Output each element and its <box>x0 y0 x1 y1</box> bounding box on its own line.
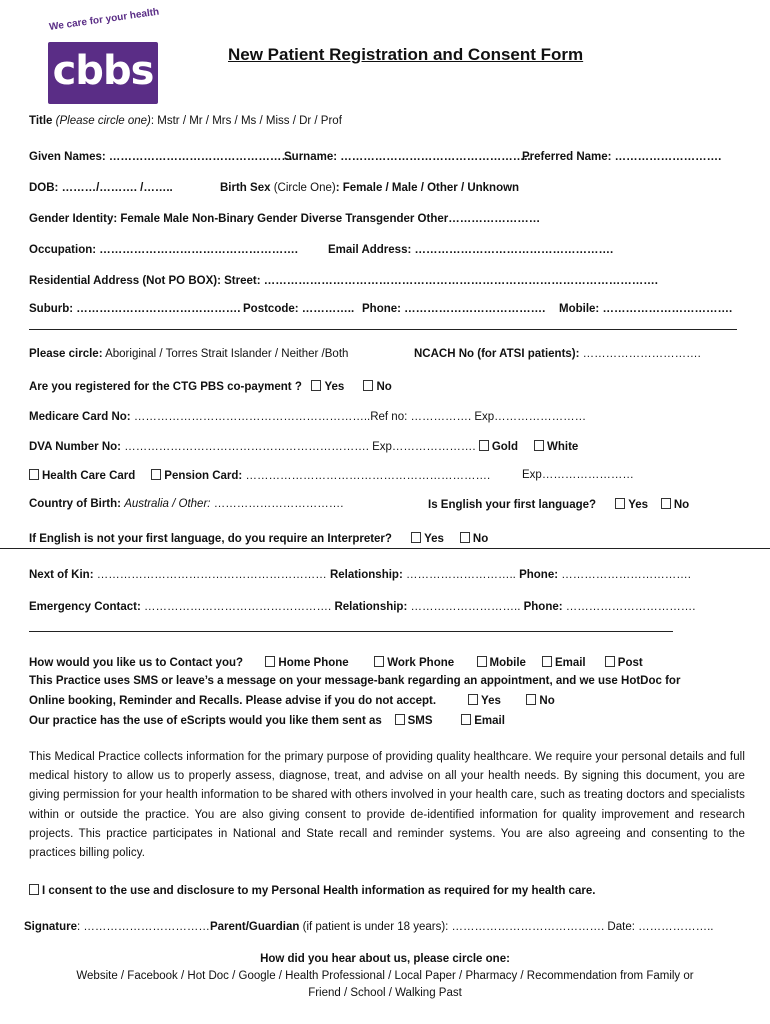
indigenous-row[interactable] <box>29 348 348 360</box>
indigenous-options[interactable]: Aboriginal / Torres Strait Islander / Neither /Both <box>105 348 349 360</box>
interpreter-question: If English is not your first language, do you require an Interpreter? <box>29 533 392 545</box>
cards-exp-field[interactable]: Exp…………………… <box>522 469 634 481</box>
consent-checkbox[interactable] <box>29 884 39 895</box>
emergency-contact-fill[interactable]: …………………………………………. <box>144 601 332 613</box>
surname-field[interactable]: Surname: ………………………………………….. <box>284 151 531 163</box>
medicare-row[interactable] <box>29 411 586 423</box>
contact-email-label: Email <box>554 657 586 669</box>
contact-question: How would you like us to Contact you? <box>29 657 244 669</box>
ctg-yes-label: Yes <box>324 381 345 393</box>
birth-sex-row[interactable] <box>220 182 519 194</box>
escripts-email-checkbox[interactable] <box>461 714 471 725</box>
ctg-row: Are you registered for the CTG PBS co-payment ? Yes No <box>29 381 392 393</box>
ncach-field[interactable] <box>414 348 701 360</box>
indigenous-label: Please circle: <box>29 348 103 360</box>
title-options[interactable]: : Mstr / Mr / Mrs / Ms / Miss / Dr / Prof <box>150 115 342 127</box>
ctg-question: Are you registered for the CTG PBS co-payment <box>29 381 292 393</box>
interpreter-no-label: No <box>472 533 489 545</box>
logo-text: cbbs <box>52 48 154 94</box>
hear-about-question: How did you hear about us, please circle one: <box>260 953 510 965</box>
medicare-fill[interactable]: ……………………………………………………..Ref no: ……………. Exp…………………… <box>133 411 587 423</box>
consent-text: I consent to the use and disclosure to my Personal Health information as required for my health care. <box>42 885 596 897</box>
dva-fill[interactable]: ………………………………………………………. Exp…………………. <box>124 441 476 453</box>
address-field[interactable]: Residential Address (Not PO BOX): Street: …………………………………………………………………………………………. <box>29 275 658 287</box>
dva-white-checkbox[interactable] <box>534 440 544 451</box>
next-of-kin-label: Next of Kin: <box>29 569 94 581</box>
preferred-name-field[interactable]: Preferred Name: ………………………. <box>522 151 722 163</box>
english-first-question: Is English your first language? <box>428 499 597 511</box>
emergency-relationship-fill[interactable]: ……………………….. <box>410 601 521 613</box>
suburb-field[interactable]: Suburb: ……………………………………. <box>29 303 241 315</box>
emergency-contact-row[interactable] <box>29 601 695 613</box>
contact-home-phone-label: Home Phone <box>278 657 349 669</box>
email-field[interactable]: Email Address: ……………………………………………. <box>328 244 614 256</box>
ctg-no-checkbox[interactable] <box>363 380 373 391</box>
privacy-paragraph: This Medical Practice collects information for the primary purpose of providing quality healthcare. We require your personal details and full medical history to allow us to properly assess, diagnose, treat, and advise on all your health needs. By signing this document, you are giving permission for your health information to be shared with others involved in your health care, such as treating doctors and specialists within or outside the practice. You are also giving consent to provide de-identified information for quality improvement and research projects. This practice participates in National and State recall and reminder systems. You are also agreeing and consenting to the practices billing policy. <box>29 751 745 860</box>
hear-about-options-line1[interactable]: Website / Facebook / Hot Doc / Google / Health Professional / Local Paper / Pharmacy / Recommendation from Family or <box>76 970 694 982</box>
dva-label: DVA Number No: <box>29 441 121 453</box>
country-of-birth-label: Country of Birth: <box>29 498 121 510</box>
ctg-yes-checkbox[interactable] <box>311 380 321 391</box>
phone-field[interactable]: Phone: ………………………………. <box>362 303 546 315</box>
sms-yes-checkbox[interactable] <box>468 694 478 705</box>
contact-home-phone-checkbox[interactable] <box>265 656 275 667</box>
mobile-field[interactable]: Mobile: ……………………………. <box>559 303 733 315</box>
signature-fill[interactable]: : …………………………… <box>77 921 210 933</box>
title-row <box>29 115 342 127</box>
english-yes-checkbox[interactable] <box>615 498 625 509</box>
nok-relationship-fill[interactable]: ……………………….. <box>405 569 516 581</box>
occupation-field[interactable]: Occupation: ……………………………………………. <box>29 244 298 256</box>
dva-row[interactable] <box>29 440 578 453</box>
dob-field[interactable]: DOB: ………/………. /…….. <box>29 182 173 194</box>
health-care-card-checkbox[interactable] <box>29 469 39 480</box>
logo-tagline: We care for your health <box>48 6 160 34</box>
contact-mobile-label: Mobile <box>489 657 526 669</box>
emergency-phone-fill[interactable]: ……………………………. <box>565 601 696 613</box>
hear-about-options-line2[interactable]: Friend / School / Walking Past <box>308 987 462 999</box>
english-no-label: No <box>673 499 690 511</box>
sms-notice-line1: This Practice uses SMS or leave’s a message on your message-bank regarding an appointment, and we use HotDoc for <box>29 675 681 687</box>
pension-card-fill[interactable]: ………………………………………………………. <box>245 470 491 482</box>
sms-notice-line2: Online booking, Reminder and Recalls. Please advise if you do not accept. <box>29 695 437 707</box>
logo-box <box>48 42 158 104</box>
english-first-row <box>428 498 689 511</box>
contact-mobile-checkbox[interactable] <box>477 656 487 667</box>
emergency-relationship-label: Relationship: <box>334 601 408 613</box>
contact-post-checkbox[interactable] <box>605 656 615 667</box>
nok-relationship-label: Relationship: <box>329 569 403 581</box>
consent-row <box>29 884 595 897</box>
escripts-sms-label: SMS <box>407 715 433 727</box>
signature-row[interactable] <box>24 921 714 933</box>
cards-row[interactable] <box>29 469 490 482</box>
english-yes-label: Yes <box>628 499 649 511</box>
nok-phone-fill[interactable]: ……………………………. <box>561 569 691 581</box>
sms-no-label: No <box>539 695 555 707</box>
contact-work-phone-label: Work Phone <box>387 657 455 669</box>
section-divider <box>0 548 770 549</box>
postcode-field[interactable]: Postcode: ………….. <box>243 303 355 315</box>
escripts-sms-checkbox[interactable] <box>395 714 405 725</box>
sms-notice-line2-row <box>29 694 555 707</box>
country-of-birth-hint: Australia / Other: <box>124 498 211 510</box>
birth-sex-hint: (Circle One) <box>273 182 336 194</box>
sms-no-checkbox[interactable] <box>526 694 536 705</box>
contact-preference-row <box>29 656 643 669</box>
emergency-phone-label: Phone: <box>523 601 563 613</box>
interpreter-yes-checkbox[interactable] <box>411 532 421 543</box>
dva-gold-label: Gold <box>491 441 519 453</box>
birth-sex-options[interactable]: : Female / Male / Other / Unknown <box>335 182 520 194</box>
dva-gold-checkbox[interactable] <box>479 440 489 451</box>
english-no-checkbox[interactable] <box>661 498 671 509</box>
given-names-field[interactable]: Given Names: ………………………………………… <box>29 151 293 163</box>
interpreter-yes-label: Yes <box>424 533 444 545</box>
ctg-no-label: No <box>376 381 392 393</box>
nok-phone-label: Phone: <box>519 569 559 581</box>
title-label: Title <box>29 115 53 127</box>
interpreter-row <box>29 532 488 545</box>
escripts-question: Our practice has the use of eScripts would you like them sent as <box>29 715 382 727</box>
country-of-birth-row[interactable] <box>29 498 343 510</box>
divider-line <box>29 329 737 330</box>
form-title: New Patient Registration and Consent Form <box>228 45 584 64</box>
contact-email-checkbox[interactable] <box>542 656 552 667</box>
contact-work-phone-checkbox[interactable] <box>374 656 384 667</box>
guardian-label: Parent/Guardian <box>209 921 300 933</box>
health-care-card-label: Health Care Card <box>42 470 136 482</box>
guardian-hint[interactable]: (if patient is under 18 years): …………………………………. Date: ……………….. <box>302 921 714 933</box>
ncach-fill[interactable]: …………………………. <box>582 348 701 360</box>
ncach-label: NCACH No (for ATSI patients): <box>414 348 580 360</box>
birth-sex-label: Birth Sex <box>220 182 271 194</box>
escripts-row <box>29 714 505 727</box>
title-hint: (Please circle one) <box>55 115 151 127</box>
gender-identity-field[interactable]: Gender Identity: Female Male Non-Binary Gender Diverse Transgender Other…………………… <box>29 213 541 225</box>
medicare-label: Medicare Card No: <box>29 411 131 423</box>
divider-line-2 <box>29 631 673 632</box>
signature-label: Signature <box>24 921 78 933</box>
emergency-contact-label: Emergency Contact: <box>29 601 141 613</box>
next-of-kin-fill[interactable]: …………………………………………………… <box>96 569 327 581</box>
interpreter-no-checkbox[interactable] <box>460 532 470 543</box>
contact-post-label: Post <box>617 657 643 669</box>
next-of-kin-row[interactable] <box>29 569 691 581</box>
sms-yes-label: Yes <box>481 695 501 707</box>
pension-card-label: Pension Card: <box>164 470 243 482</box>
pension-card-checkbox[interactable] <box>151 469 161 480</box>
country-of-birth-fill[interactable]: ……………………………. <box>213 498 344 510</box>
dva-white-label: White <box>547 441 579 453</box>
escripts-email-label: Email <box>474 715 505 727</box>
